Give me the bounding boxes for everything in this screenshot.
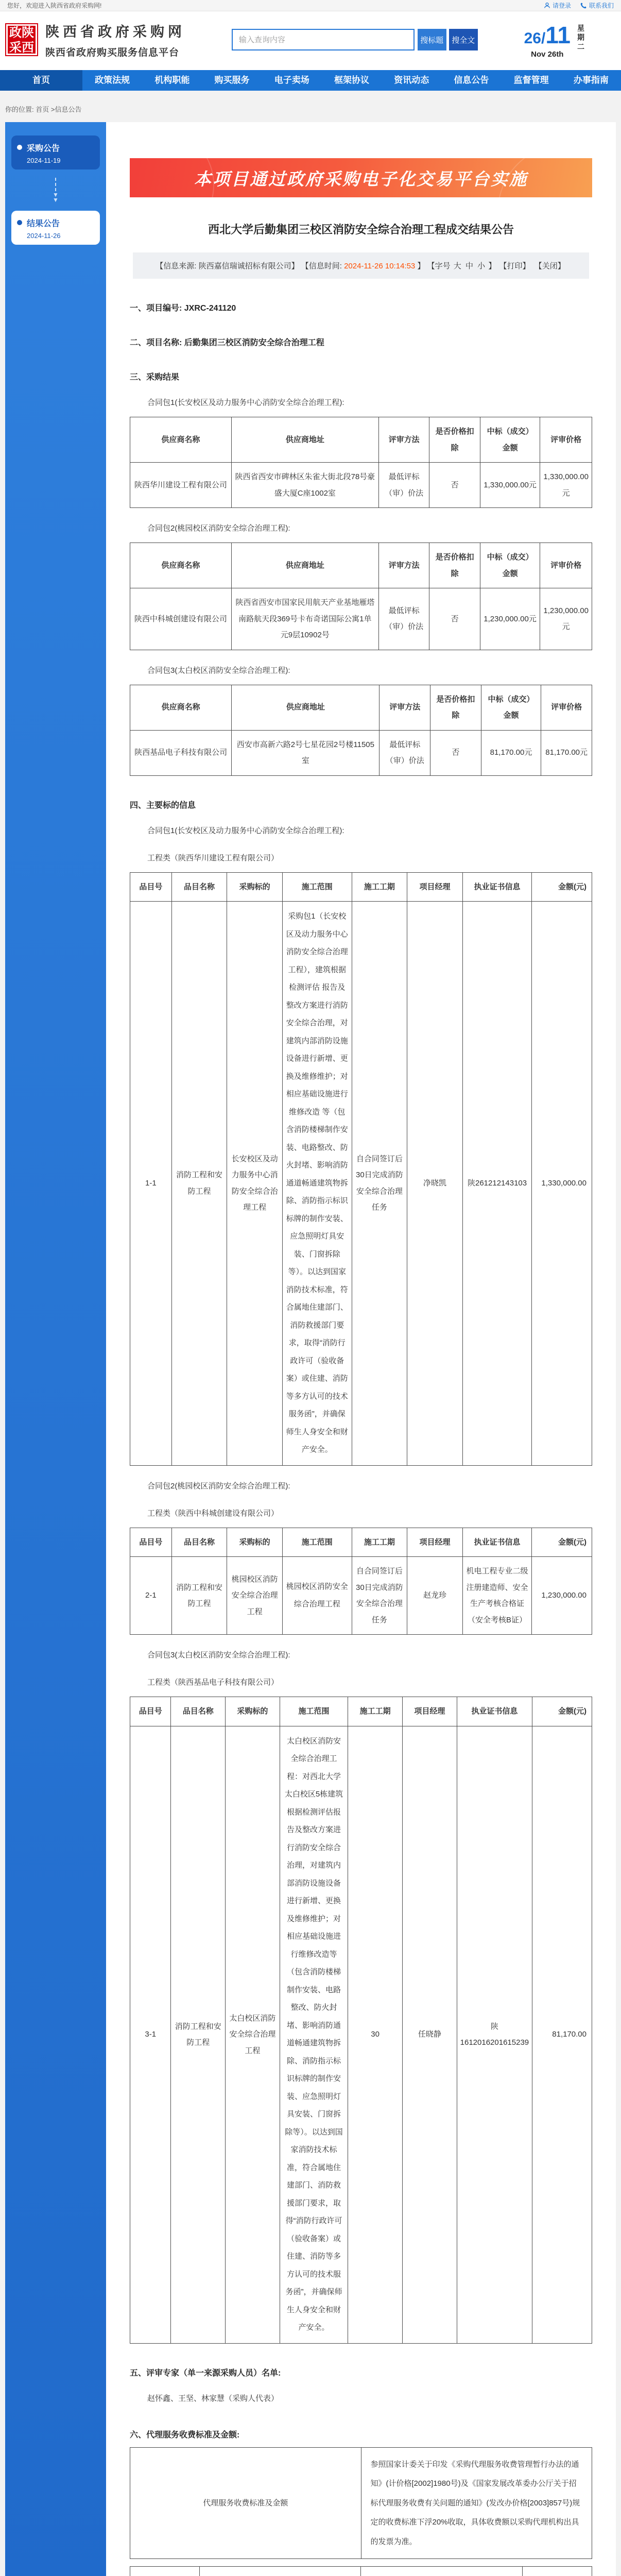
main-info-package-1-type: 工程类（陕西华川建设工程有限公司）: [147, 853, 279, 862]
agency-fee-standard-table: [130, 2447, 592, 2560]
font-size-small[interactable]: 小: [477, 262, 486, 270]
breadcrumb: 你的位置: 首页 >信息公告: [0, 91, 621, 122]
main-info-table-package-1: 品目号 品目名称 采购标的 施工范围 施工工期 项目经理 执业证书信息 金额(元) 1-1 消防工程和安防工程 长安校区及动力服务中心消防安全综合治理工程 采购包1（长安校区及动力服务中心消防安全综合治理工程），建筑根据检测评估 报告及整改方案进行消防安全综合治理，对建筑内部消防设施设备进行新增、更换及维修维护；对相应基础设施进行维修改造 等（包含消防楼梯制作安装、电路整改、防火封堵、影响消防通道畅通建筑物拆除、消防指示标识标牌的制作安装、应急照明灯具安装、门窗拆除等）。以达到国家消防技术标准，符合属地住建部门、消防救援部门要求，取得“消防行政许可（验收备 案）或住建、消防等多方认可的技术服务函”，并确保师生人身安全和财产安全。 自合同签订后30日完成消防安全综合治理任务 净晓凯 陕261212143103 1,330,000.00: [130, 872, 592, 1466]
user-icon: [544, 2, 550, 9]
package-3-intro: 合同包3(太白校区消防安全综合治理工程):: [147, 666, 290, 675]
nav-functions[interactable]: 机构职能: [154, 75, 190, 85]
platform-banner: 本项目通过政府采购电子化交易平台实施: [130, 158, 592, 197]
main-info-package-3-type: 工程类（陕西基品电子科技有限公司）: [147, 1678, 279, 1687]
close-button[interactable]: 【关闭】: [534, 262, 565, 270]
site-subtitle: 陕西省政府购买服务信息平台: [45, 47, 180, 58]
nav-home[interactable]: 首页: [0, 70, 82, 91]
date-display: [524, 21, 607, 59]
sidebar: [5, 122, 106, 2576]
phone-icon: [580, 2, 587, 9]
font-size-large[interactable]: 大: [453, 262, 461, 270]
supplier-table-package-3: 供应商名称 供应商地址 评审方法 是否价格扣除 中标（成交）金额 评审价格 陕西基品电子科技有限公司 西安市高新六路2号七星花园2号楼11505室 最低评标（审）价法 否 81,170.00元 81,170.00元: [130, 685, 592, 776]
search-input[interactable]: [232, 29, 415, 50]
bullet-icon: [17, 220, 22, 225]
package-2-intro: 合同包2(桃园校区消防安全综合治理工程):: [147, 524, 290, 533]
sidebar-item-procurement-notice[interactable]: 采购公告 2024-11-19: [11, 135, 100, 170]
section-5-heading: 五、评审专家（单一来源采购人员）名单:: [130, 2368, 281, 2378]
main-info-table-package-3: 品目号 品目名称 采购标的 施工范围 施工工期 项目经理 执业证书信息 金额(元) 3-1 消防工程和安防工程 太白校区消防安全综合治理工程 太白校区消防安全综合治理工程：对西北大学太白校区5栋建筑根据检测评估报告及整改方案进行消防安全综合治理，对建筑内部消防设施设备进行新增、更换及维修维护；对相应基础设施进行维修改造等（包含消防楼梯制作安装、电路整改、防火封堵、影响消防通道畅通建筑物拆除、消防指示标识标牌的制作安装、应急照明灯具安装、门窗拆除等）。以达到国家消防技术标准，符合属地住建部门、消防救援部门要求，取得“消防行政许可（验收备案）或住建、消防等多方认可的技术服务函”，并确保师生人身安全和财产安全。 30 任晓静 陕1612016201615239 81,170.00: [130, 1697, 592, 2344]
info-time: 2024-11-26 10:14:53: [344, 262, 416, 270]
main-nav: [0, 70, 621, 91]
nav-supervision[interactable]: 监督管理: [513, 75, 549, 85]
table-row: 3-1 消防工程和安防工程 太白校区消防安全综合治理工程 太白校区消防安全综合治理工程：对西北大学太白校区5栋建筑根据检测评估报告及整改方案进行消防安全综合治理，对建筑内部消防设施设备进行新增、更换及维修维护；对相应基础设施进行维修改造等（包含消防楼梯制作安装、电路整改、防火封堵、影响消防通道畅通建筑物拆除、消防指示标识标牌的制作安装、应急照明灯具安装、门窗拆除等）。以达到国家消防技术标准，符合属地住建部门、消防救援部门要求，取得“消防行政许可（验收备案）或住建、消防等多方认可的技术服务函”，并确保师生人身安全和财产安全。 30 任晓静 陕1612016201615239 81,170.00: [130, 1726, 592, 2343]
nav-announcements[interactable]: 信息公告: [454, 75, 489, 85]
table-row: 1-1 消防工程和安防工程 长安校区及动力服务中心消防安全综合治理工程 采购包1（长安校区及动力服务中心消防安全综合治理工程），建筑根据检测评估 报告及整改方案进行消防安全综合治理，对建筑内部消防设施设备进行新增、更换及维修维护；对相应基础设施进行维修改造 等（包含消防楼梯制作安装、电路整改、防火封堵、影响消防通道畅通建筑物拆除、消防指示标识标牌的制作安装、应急照明灯具安装、门窗拆除等）。以达到国家消防技术标准，符合属地住建部门、消防救援部门要求，取得“消防行政许可（验收备 案）或住建、消防等多方认可的技术服务函”，并确保师生人身安全和财产安全。 自合同签订后30日完成消防安全综合治理任务 净晓凯 陕261212143103 1,330,000.00: [130, 902, 592, 1466]
date-english: Nov 26th: [531, 49, 564, 59]
flow-arrow-icon: ▼ ▼: [5, 178, 106, 202]
date-weekday: 星期二: [576, 24, 585, 52]
search-title-button[interactable]: 搜标题: [418, 29, 446, 50]
package-1-intro: 合同包1(长安校区及动力服务中心消防安全综合治理工程):: [147, 398, 344, 407]
table-row: 陕西中科城创建设有限公司 陕西省西安市国家民用航天产业基地雁塔南路航天段369号卡布奇诺国际公寓1单元9层10902号 最低评标（审）价法 否 1,230,000.00元 1,230,000.00元: [130, 588, 592, 650]
nav-guide[interactable]: 办事指南: [573, 75, 609, 85]
site-header: [0, 11, 621, 70]
section-2-heading: 二、项目名称: 后勤集团三校区消防安全综合治理工程: [130, 338, 324, 347]
search-area: [232, 29, 478, 50]
supplier-table-package-2: 供应商名称 供应商地址 评审方法 是否价格扣除 中标（成交）金额 评审价格 陕西中科城创建设有限公司 陕西省西安市国家民用航天产业基地雁塔南路航天段369号卡布奇诺国际公寓1单元9层10902号 最低评标（审）价法 否 1,230,000.00元 1,230,000.00元: [130, 543, 592, 650]
breadcrumb-current[interactable]: 信息公告: [55, 106, 82, 113]
main-area: [0, 122, 621, 2576]
welcome-text: 您好，欢迎进入陕西省政府采购网!: [7, 2, 102, 9]
section-4-heading: 四、主要标的信息: [130, 801, 196, 810]
table-row: 陕西基品电子科技有限公司 西安市高新六路2号七星花园2号楼11505室 最低评标（审）价法 否 81,170.00元 81,170.00元: [130, 730, 592, 775]
table-row: 陕西华川建设工程有限公司 陕西省西安市碑林区朱雀大街北段78号豪盛大厦C座1002室 最低评标（审）价法 否 1,330,000.00元 1,330,000.00元: [130, 463, 592, 508]
date-month: 11: [545, 21, 571, 48]
topbar: [0, 0, 621, 11]
nav-purchase-service[interactable]: 购买服务: [214, 75, 250, 85]
section-6-heading: 六、代理服务收费标准及金额:: [130, 2430, 240, 2439]
search-fulltext-button[interactable]: 搜全文: [449, 29, 478, 50]
expert-list: 赵怀鑫、王坚、林家慧（采购人代表）: [147, 2394, 279, 2403]
main-info-package-2-type: 工程类（陕西中科城创建设有限公司）: [147, 1509, 279, 1518]
breadcrumb-home[interactable]: 首页: [36, 106, 49, 113]
nav-framework[interactable]: 框架协议: [334, 75, 369, 85]
table-row: 代理服务收费标准及金额 参照国家计委关于印发《采购代理服务收费管理暂行办法的通知》(计价格[2002]1980号)及《国家发展改革委办公厅关于招标代理服务收费有关问题的通知》(发改办价格[2003]857号)规定的收费标准下浮20%收取，具体收费额以采购代理机构出具的发票为准。: [130, 2447, 592, 2559]
site-title: 陕西省政府采购网: [45, 24, 185, 40]
print-button[interactable]: 【打印】: [499, 262, 530, 270]
page-title: 西北大学后勤集团三校区消防安全综合治理工程成交结果公告: [208, 223, 514, 236]
contact-link[interactable]: 联系我们: [580, 1, 614, 10]
article-content: [106, 122, 616, 2576]
article-meta-bar: 【信息来源: 陕西嘉信瑞诚招标有限公司】 【信息时间: 2024-11-26 10:14:53 】 【字号 大 中 小 】 【打印】 【关闭】: [133, 252, 589, 279]
nav-policies[interactable]: 政策法规: [95, 75, 130, 85]
font-size-medium[interactable]: 中: [465, 262, 473, 270]
main-info-table-package-2: 品目号 品目名称 采购标的 施工范围 施工工期 项目经理 执业证书信息 金额(元) 2-1 消防工程和安防工程 桃园校区消防安全综合治理工程 桃园校区消防安全综合治理工程 自合同签订后30日完成消防安全综合治理任务 赵龙珍 机电工程专业二级注册建造师、安全生产考核合格证（安全考核B证） 1,230,000.00: [130, 1528, 592, 1635]
main-info-package-3-intro: 合同包3(太白校区消防安全综合治理工程):: [147, 1651, 290, 1659]
main-info-package-1-intro: 合同包1(长安校区及动力服务中心消防安全综合治理工程):: [147, 826, 344, 835]
supplier-table-package-1: 供应商名称 供应商地址 评审方法 是否价格扣除 中标（成交）金额 评审价格 陕西华川建设工程有限公司 陕西省西安市碑林区朱雀大街北段78号豪盛大厦C座1002室 最低评标（审）价法 否 1,330,000.00元 1,330,000.00元: [130, 417, 592, 508]
section-1-heading: 一、项目编号: JXRC-241120: [130, 304, 236, 313]
nav-e-market[interactable]: 电子卖场: [274, 75, 309, 85]
table-row: 2-1 消防工程和安防工程 桃园校区消防安全综合治理工程 桃园校区消防安全综合治理工程 自合同签订后30日完成消防安全综合治理任务 赵龙珍 机电工程专业二级注册建造师、安全生产考核合格证（安全考核B证） 1,230,000.00: [130, 1557, 592, 1635]
nav-news[interactable]: 资讯动态: [394, 75, 429, 85]
section-3-heading: 三、采购结果: [130, 373, 180, 382]
date-day: 26/: [524, 29, 546, 47]
info-source: 【信息来源: 陕西嘉信瑞诚招标有限公司】: [156, 262, 299, 270]
bullet-icon: [17, 145, 22, 150]
main-info-package-2-intro: 合同包2(桃园校区消防安全综合治理工程):: [147, 1481, 290, 1490]
site-logo: 政陕 采西: [5, 23, 38, 56]
sidebar-item-result-notice[interactable]: 结果公告 2024-11-26: [11, 211, 100, 245]
agency-fee-amount-table: [130, 2566, 592, 2576]
login-link[interactable]: 请登录: [544, 1, 571, 10]
